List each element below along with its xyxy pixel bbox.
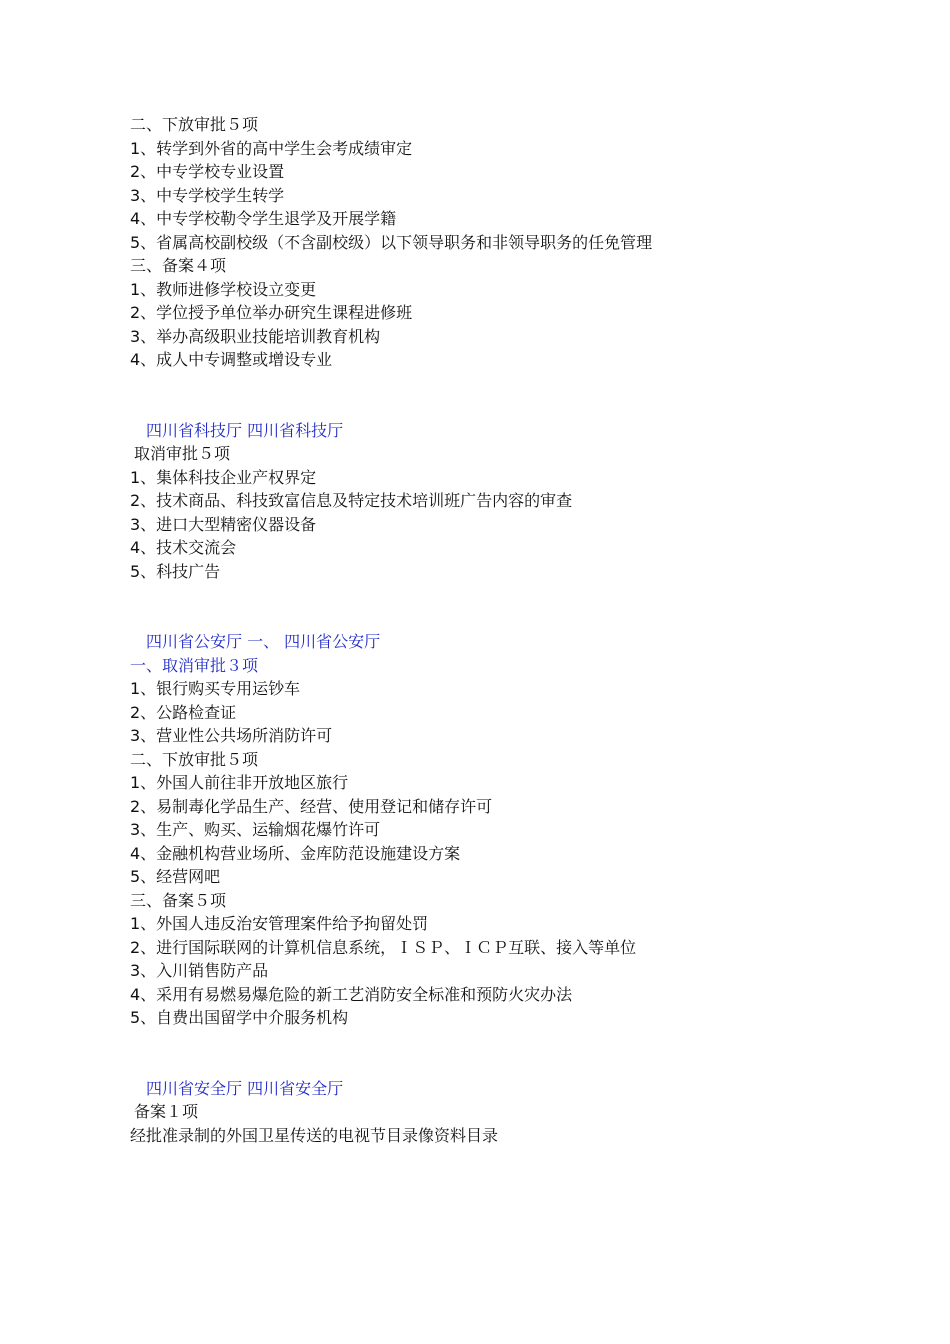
list-item: 5、省属高校副校级（不含副校级）以下领导职务和非领导职务的任免管理: [130, 233, 653, 252]
section-title-beian: 三、备案５项: [130, 891, 227, 910]
list-item: 2、技术商品、科技致富信息及特定技术培训班广告内容的审查: [130, 491, 573, 510]
list-item: 5、自费出国留学中介服务机构: [130, 1008, 349, 1027]
section-title-beian: 三、备案４项: [130, 256, 227, 275]
list-item: 4、金融机构营业场所、金库防范设施建设方案: [130, 844, 461, 863]
list-item: 3、入川销售防产品: [130, 961, 269, 980]
section-title-xiafang: 二、下放审批５项: [130, 750, 259, 769]
section-title-quxiao[interactable]: 一、取消审批３项: [130, 656, 259, 675]
list-item: 3、中专学校学生转学: [130, 186, 285, 205]
list-item: 2、中专学校专业设置: [130, 162, 285, 181]
list-item: 3、举办高级职业技能培训教育机构: [130, 327, 381, 346]
list-item: 1、教师进修学校设立变更: [130, 280, 317, 299]
list-item: 5、科技广告: [130, 562, 221, 581]
list-item: 1、外国人违反治安管理案件给予拘留处罚: [130, 914, 429, 933]
section-title-beian: 备案１项: [134, 1102, 199, 1121]
list-item: 4、采用有易燃易爆危险的新工艺消防安全标准和预防火灾办法: [130, 985, 573, 1004]
list-item: 1、集体科技企业产权界定: [130, 468, 317, 487]
department-heading-keji[interactable]: 四川省科技厅 四川省科技厅: [146, 421, 344, 440]
list-item: 经批准录制的外国卫星传送的电视节目录像资料目录: [130, 1126, 499, 1145]
list-item: 2、进行国际联网的计算机信息系统，ＩＳＰ、ＩＣＰ互联、接入等单位: [130, 938, 637, 957]
list-item: 1、外国人前往非开放地区旅行: [130, 773, 349, 792]
list-item: 2、易制毒化学品生产、经营、使用登记和储存许可: [130, 797, 493, 816]
list-item: 3、生产、购买、运输烟花爆竹许可: [130, 820, 381, 839]
list-item: 5、经营网吧: [130, 867, 221, 886]
list-item: 2、公路检查证: [130, 703, 237, 722]
department-heading-anquan[interactable]: 四川省安全厅 四川省安全厅: [146, 1079, 344, 1098]
list-item: 4、成人中专调整或增设专业: [130, 350, 333, 369]
list-item: 1、银行购买专用运钞车: [130, 679, 301, 698]
list-item: 2、学位授予单位举办研究生课程进修班: [130, 303, 413, 322]
department-heading-gongan[interactable]: 四川省公安厅 一、 四川省公安厅: [146, 632, 381, 651]
section-title-quxiao: 取消审批５项: [134, 444, 231, 463]
section-title-xiafang: 二、下放审批５项: [130, 115, 259, 134]
list-item: 3、进口大型精密仪器设备: [130, 515, 317, 534]
list-item: 3、营业性公共场所消防许可: [130, 726, 333, 745]
list-item: 4、技术交流会: [130, 538, 237, 557]
list-item: 4、中专学校勒令学生退学及开展学籍: [130, 209, 397, 228]
list-item: 1、转学到外省的高中学生会考成绩审定: [130, 139, 413, 158]
